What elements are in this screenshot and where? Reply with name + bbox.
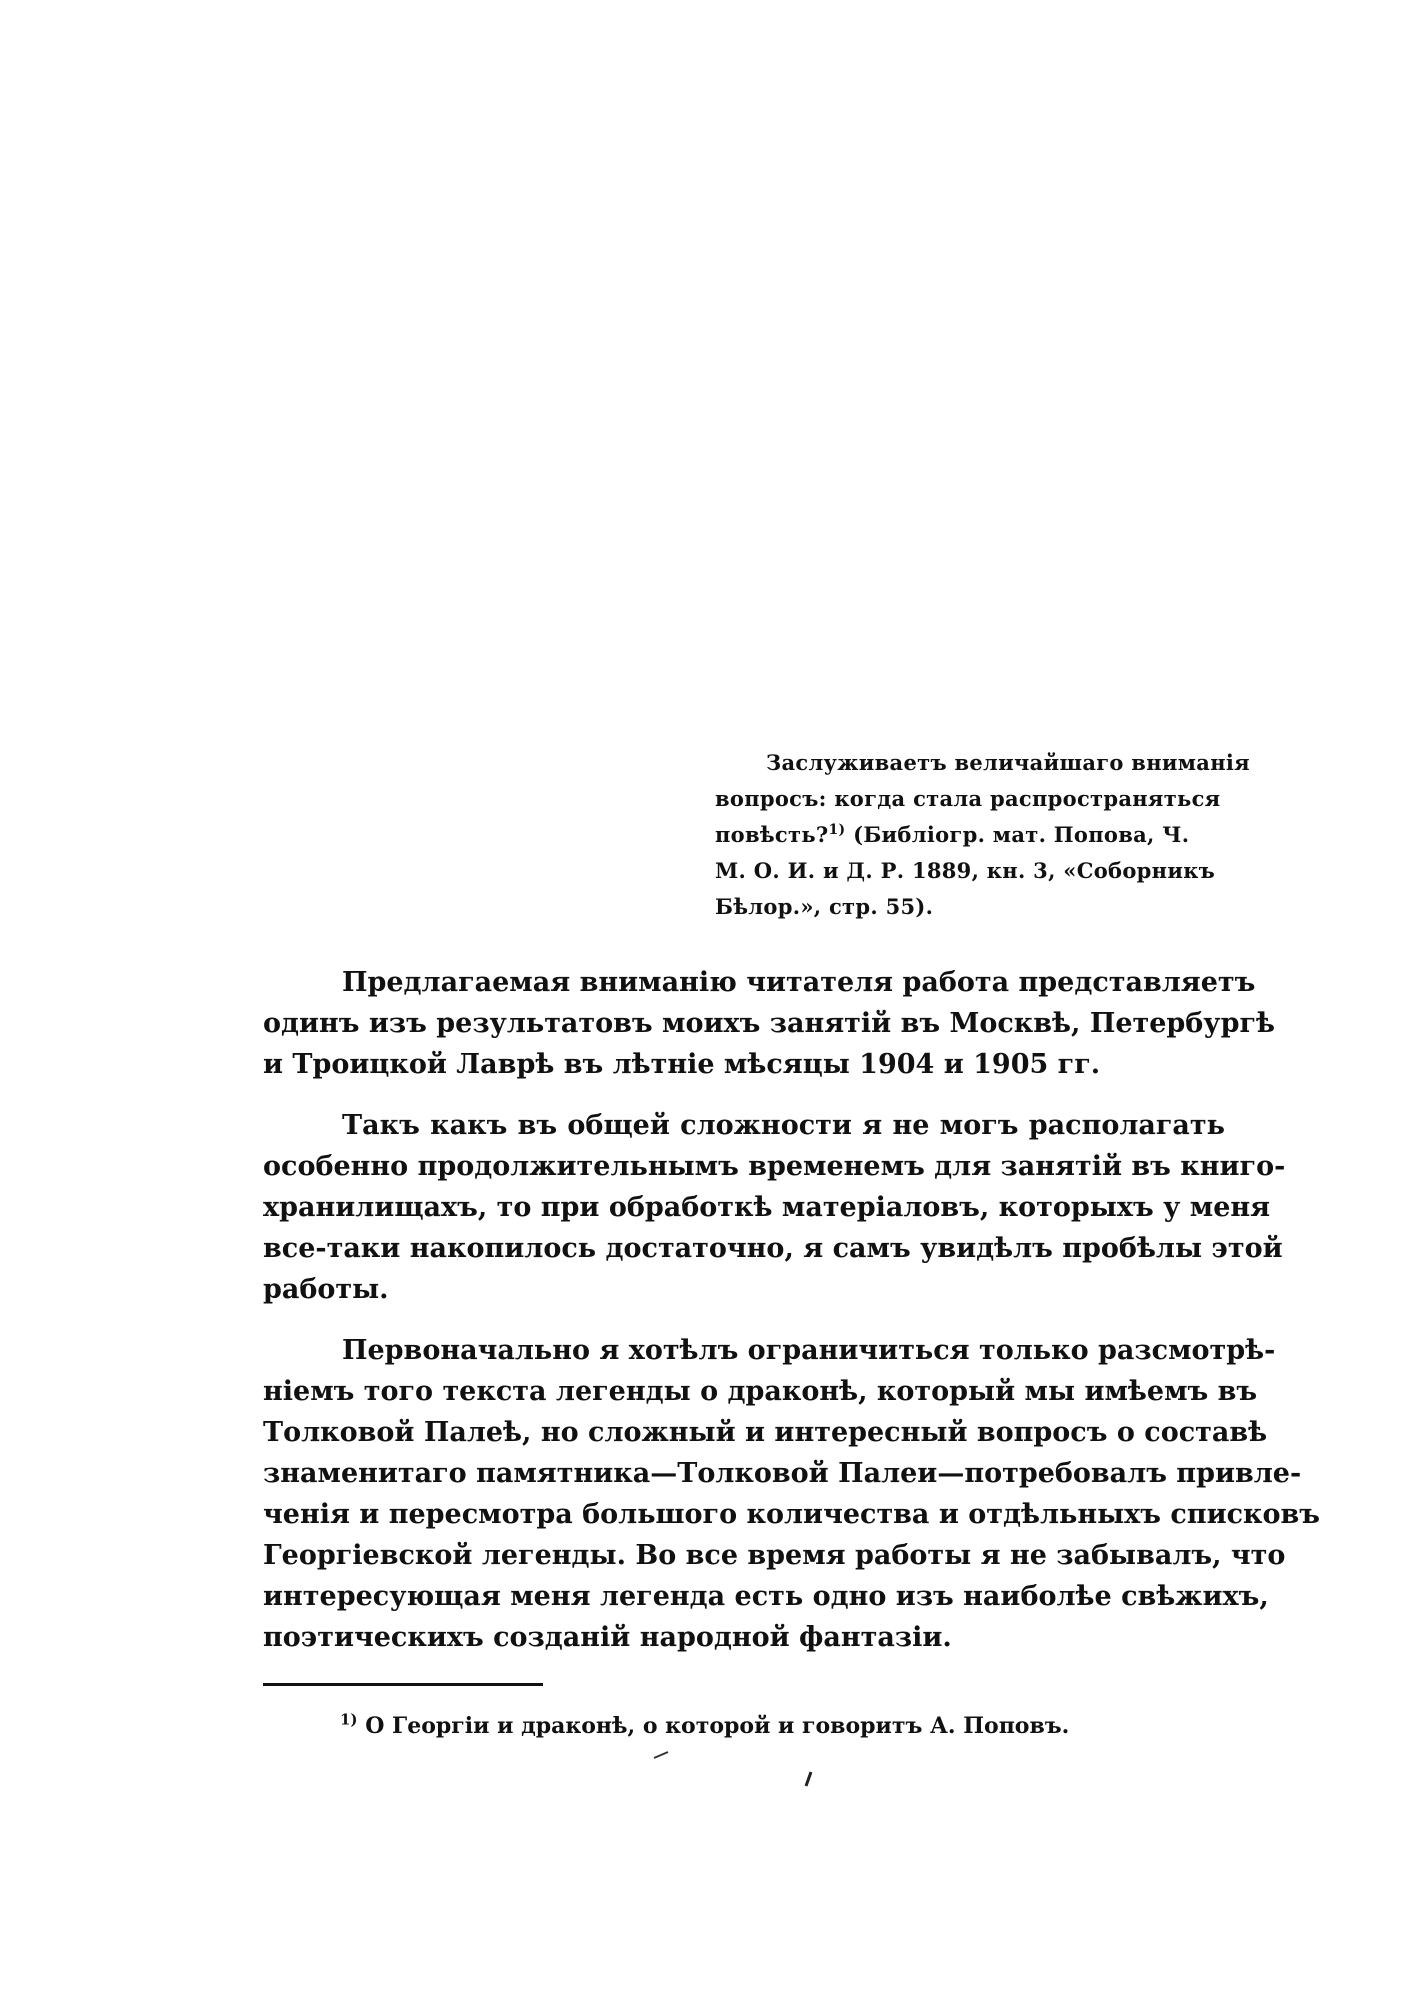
text-line: ченія и пересмотра большого количества и отдѣльныхъ списковъ [263,1499,1321,1530]
text-line: все-таки накопилось достаточно, я самъ увидѣлъ пробѣлы этой [263,1233,1283,1264]
text-line: особенно продолжительнымъ временемъ для занятій въ книго- [263,1151,1286,1182]
text-line: ніемъ того текста легенды о драконѣ, который мы имѣемъ въ [263,1376,1258,1407]
epigraph-line-tail: (Библіогр. мат. Попова, Ч. [845,822,1190,847]
ink-speck [654,1752,668,1758]
footnote-marker: 1) [340,1710,358,1729]
epigraph-line-text: повѣсть? [715,822,829,847]
epigraph-line: М. О. И. и Д. Р. 1889, кн. 3, «Соборникъ [715,858,1216,883]
text-line: поэтическихъ созданій народной фантазіи. [263,1622,952,1653]
text-line: интересующая меня легенда есть одно изъ наиболѣе свѣжихъ, [263,1581,1269,1612]
text-line: знаменитаго памятника—Толковой Палеи—потребовалъ привле- [263,1458,1302,1489]
text-line: Первоначально я хотѣлъ ограничиться только разсмотрѣ- [342,1335,1276,1366]
footnote-text: О Георгіи и драконѣ, о которой и говоритъ А. Поповъ. [357,1713,1070,1739]
footnote-reference: 1) [828,822,846,838]
text-line: хранилищахъ, то при обработкѣ матеріаловъ, которыхъ у меня [263,1192,1271,1223]
epigraph-line: Бѣлор.», стр. 55). [715,894,934,919]
epigraph-line: вопросъ: когда стала распространяться [715,786,1221,811]
text-line: Георгіевской легенды. Во все время работы я не забывалъ, что [263,1540,1286,1571]
ink-speck [806,1772,811,1786]
epigraph-line: Заслуживаетъ величайшаго вниманія [766,750,1250,775]
text-line: Толковой Палеѣ, но сложный и интересный вопросъ о составѣ [263,1417,1268,1448]
text-line: Предлагаемая вниманію читателя работа представляетъ [342,967,1256,998]
text-line: и Троицкой Лаврѣ въ лѣтніе мѣсяцы 1904 и 1905 гг. [263,1049,1101,1080]
text-line: работы. [263,1274,389,1305]
text-line: одинъ изъ результатовъ моихъ занятій въ Москвѣ, Петербургѣ [263,1008,1275,1039]
text-line: Такъ какъ въ общей сложности я не могъ располагать [342,1110,1225,1141]
